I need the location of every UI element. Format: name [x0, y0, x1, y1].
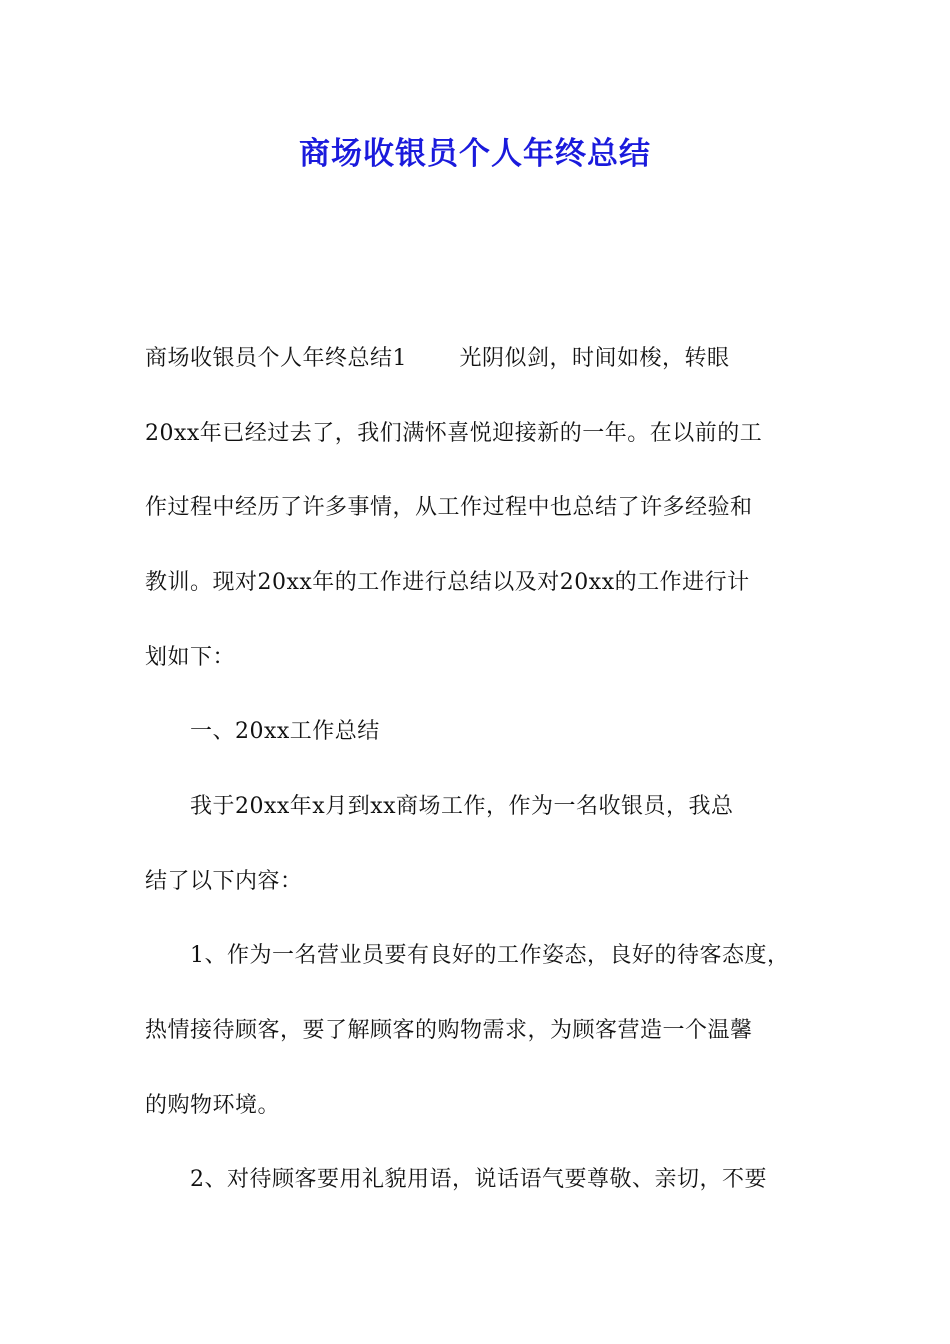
list-item-2-line-1: 2、对待顾客要用礼貌用语，说话语气要尊敬、亲切，不要 [190, 1167, 767, 1192]
list-item-1-line-3: 的购物环境。 [145, 1093, 281, 1118]
body-line-4: 教训。现对20xx年的工作进行总结以及对20xx的工作进行计 [145, 570, 750, 595]
list-item-1-line-1: 1、作为一名营业员要有良好的工作姿态，良好的待客态度， [190, 943, 790, 968]
body-line-7: 结了以下内容： [145, 869, 303, 894]
body-line-1: 商场收银员个人年终总结1 光阴似剑，时间如梭，转眼 [145, 346, 730, 371]
section-heading-1: 一、20xx工作总结 [190, 719, 380, 744]
list-item-1-line-2: 热情接待顾客，要了解顾客的购物需求，为顾客营造一个温馨 [145, 1018, 753, 1043]
body-line-6: 我于20xx年x月到xx商场工作，作为一名收银员，我总 [190, 794, 734, 819]
document-title: 商场收银员个人年终总结 [299, 136, 651, 172]
body-line-3: 作过程中经历了许多事情，从工作过程中也总结了许多经验和 [145, 495, 753, 520]
body-line-2: 20xx年已经过去了，我们满怀喜悦迎接新的一年。在以前的工 [145, 421, 763, 446]
body-line-5: 划如下： [145, 645, 236, 670]
